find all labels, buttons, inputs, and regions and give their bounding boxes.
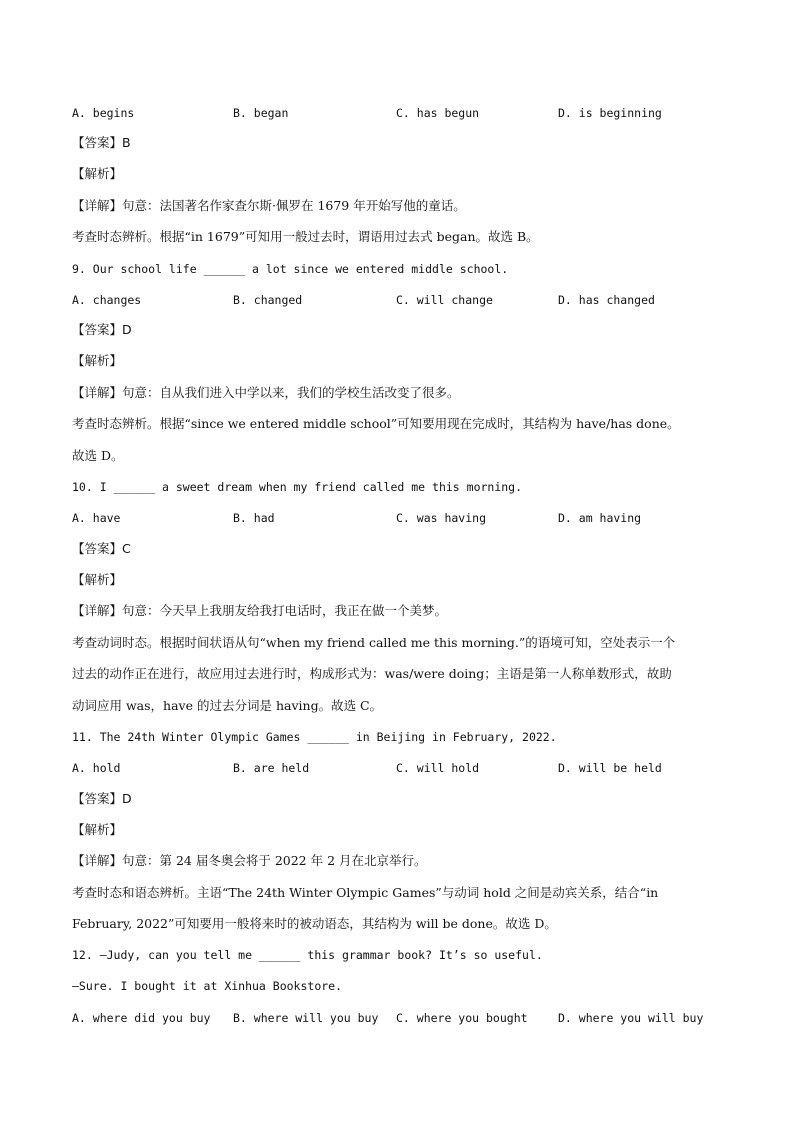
q8-answer: 【答案】B [72, 135, 131, 150]
q11-option-d: D. will be held [558, 761, 662, 775]
q8-detail: 【详解】句意：法国著名作家查尔斯·佩罗在 1679 年开始写他的童话。 [72, 198, 466, 213]
q12-option-a: A. where did you buy [72, 1011, 211, 1025]
q11-detail: 【详解】句意：第 24 届冬奥会将于 2022 年 2 月在北京举行。 [72, 853, 427, 868]
q10-detail: 【详解】句意：今天早上我朋友给我打电话时，我正在做一个美梦。 [72, 603, 448, 618]
q10-option-b: B. had [233, 511, 275, 525]
q10-stem: 10. I ______ a sweet dream when my friend called me this morning. [72, 480, 523, 494]
q12-stem-2: —Sure. I bought it at Xinhua Bookstore. [72, 979, 343, 993]
q9-explanation-2: 故选 D。 [72, 448, 124, 463]
q9-detail: 【详解】句意：自从我们进入中学以来，我们的学校生活改变了很多。 [72, 385, 460, 400]
q8-option-b: B. began [233, 106, 289, 120]
q10-option-d: D. am having [558, 511, 642, 525]
q8-option-d: D. is beginning [558, 106, 662, 120]
q11-explanation-1: 考查时态和语态辨析。主语“The 24th Winter Olympic Games”与动词 hold 之间是动宾关系，结合“in [72, 885, 659, 900]
q9-option-a: A. changes [72, 293, 142, 307]
q11-analysis-label: 【解析】 [72, 822, 123, 837]
q9-option-d: D. has changed [558, 293, 655, 307]
q8-option-a: A. begins [72, 106, 135, 120]
q10-explanation-1: 考查动词时态。根据时间状语从句“when my friend called me this morning.”的语境可知，空处表示一个 [72, 635, 676, 650]
q9-option-c: C. will change [396, 293, 493, 307]
q10-analysis-label: 【解析】 [72, 572, 123, 587]
q11-stem: 11. The 24th Winter Olympic Games ______ in Beijing in February, 2022. [72, 730, 557, 744]
q10-option-a: A. have [72, 511, 121, 525]
q9-answer: 【答案】D [72, 322, 132, 337]
q11-explanation-2: February, 2022”可知要用一般将来时的被动语态，其结构为 will be done。故选 D。 [72, 916, 557, 931]
q10-option-c: C. was having [396, 511, 487, 525]
q11-option-b: B. are held [233, 761, 310, 775]
q9-option-b: B. changed [233, 293, 303, 307]
q12-option-b: B. where will you buy [233, 1011, 379, 1025]
q11-answer: 【答案】D [72, 791, 132, 806]
q9-analysis-label: 【解析】 [72, 353, 123, 368]
q8-analysis-label: 【解析】 [72, 166, 123, 181]
q10-explanation-3: 动词应用 was，have 的过去分词是 having。故选 C。 [72, 698, 383, 713]
q10-explanation-2: 过去的动作正在进行，故应用过去进行时，构成形式为：was/were doing；主语是第一人称单数形式，故助 [72, 666, 672, 681]
q11-option-a: A. hold [72, 761, 121, 775]
q9-stem: 9. Our school life ______ a lot since we entered middle school. [72, 262, 509, 276]
q12-option-d: D. where you will buy [558, 1011, 704, 1025]
q10-answer: 【答案】C [72, 541, 131, 556]
q12-stem-1: 12. —Judy, can you tell me ______ this grammar book? It’s so useful. [72, 948, 543, 962]
q9-explanation-1: 考查时态辨析。根据“since we entered middle school”可知要用现在完成时，其结构为 have/has done。 [72, 416, 680, 431]
q11-option-c: C. will hold [396, 761, 480, 775]
q8-explanation: 考查时态辨析。根据“in 1679”可知用一般过去时，谓语用过去式 began。故选 B。 [72, 229, 539, 244]
q12-option-c: C. where you bought [396, 1011, 528, 1025]
q8-option-c: C. has begun [396, 106, 480, 120]
